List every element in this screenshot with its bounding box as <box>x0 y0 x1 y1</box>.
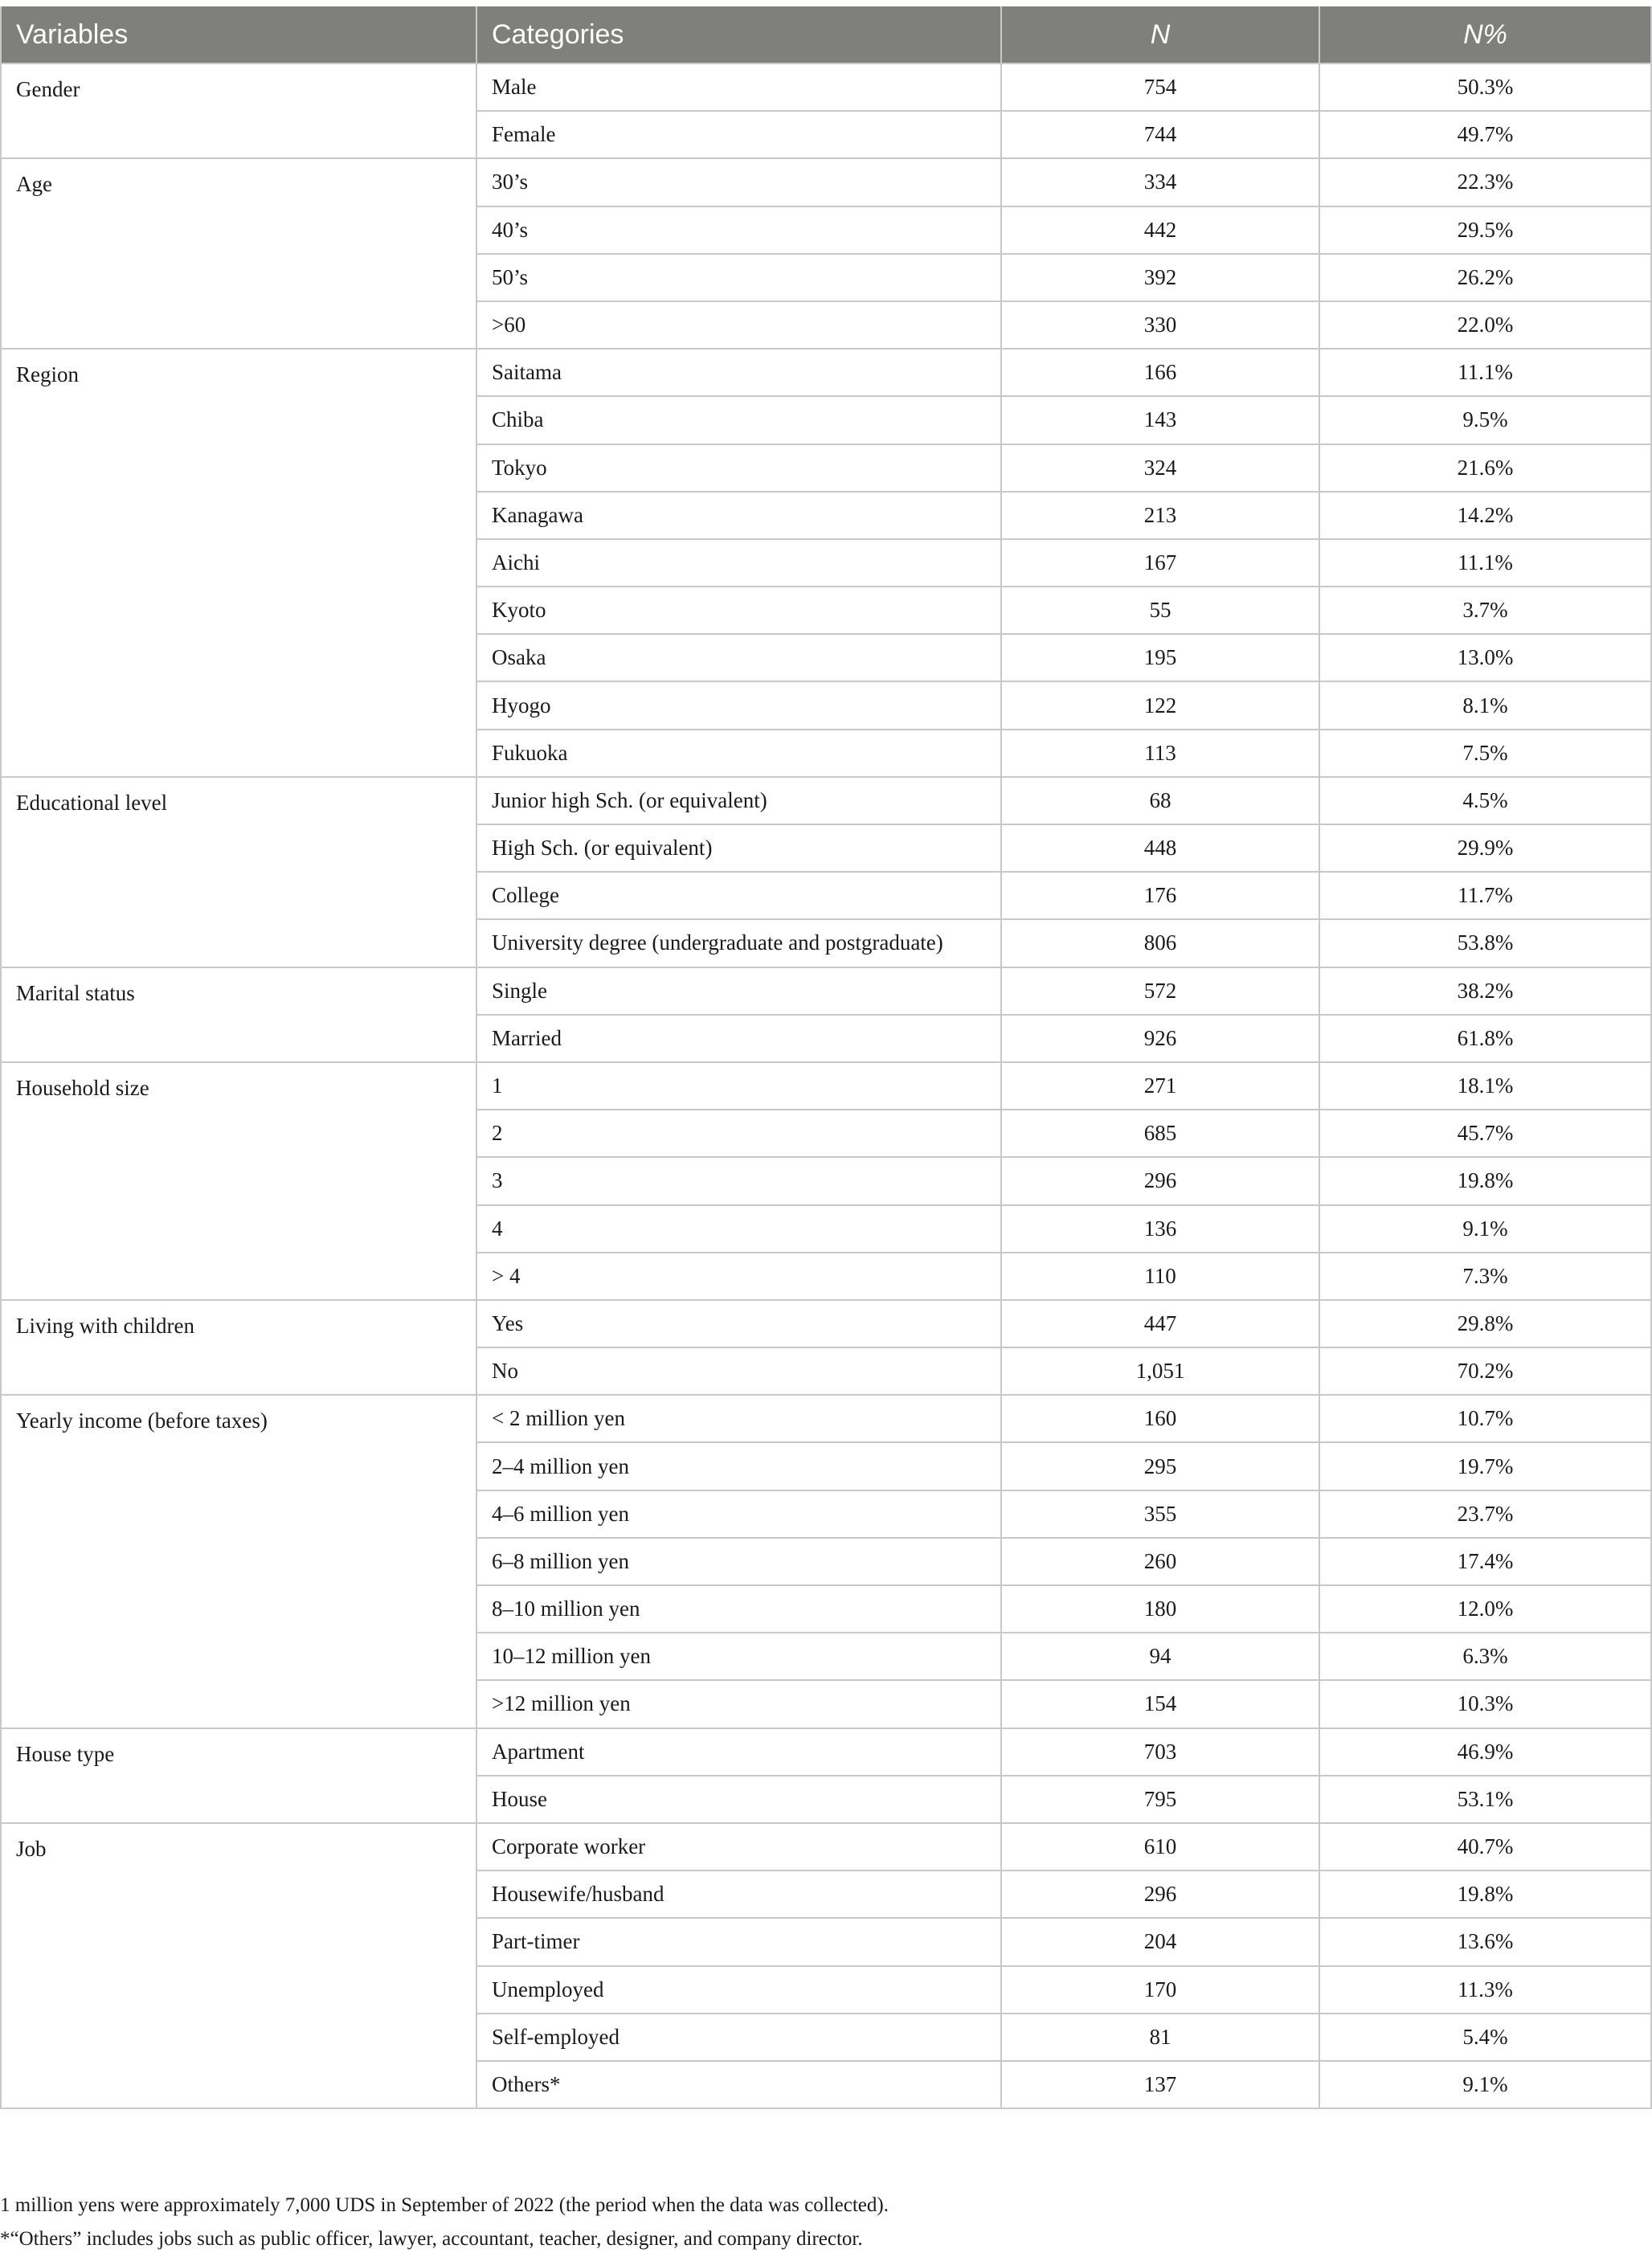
percent-cell: 26.2% <box>1319 254 1651 301</box>
category-cell: 1 <box>476 1062 1001 1110</box>
category-cell: 30’s <box>476 158 1001 206</box>
category-cell: 4 <box>476 1205 1001 1253</box>
count-cell: 330 <box>1001 301 1319 349</box>
count-cell: 176 <box>1001 872 1319 919</box>
count-cell: 296 <box>1001 1157 1319 1204</box>
percent-cell: 4.5% <box>1319 777 1651 824</box>
percent-cell: 49.7% <box>1319 111 1651 158</box>
table-footnotes <box>0 2194 1639 2261</box>
footnote-currency: 1 million yens were approximately 7,000 UDS in September of 2022 (the period when the data was collected). <box>0 2194 889 2216</box>
count-cell: 744 <box>1001 111 1319 158</box>
percent-cell: 53.8% <box>1319 919 1651 967</box>
table-row <box>1 1823 1651 1871</box>
percent-cell: 7.5% <box>1319 730 1651 777</box>
percent-cell: 10.7% <box>1319 1395 1651 1442</box>
count-cell: 926 <box>1001 1015 1319 1062</box>
category-cell: Married <box>476 1015 1001 1062</box>
table-body <box>1 63 1651 2108</box>
category-cell: 6–8 million yen <box>476 1538 1001 1585</box>
category-cell: >12 million yen <box>476 1680 1001 1727</box>
count-cell: 122 <box>1001 681 1319 729</box>
count-cell: 610 <box>1001 1823 1319 1871</box>
variable-cell: Job <box>1 1823 476 2108</box>
percent-cell: 23.7% <box>1319 1490 1651 1538</box>
count-cell: 572 <box>1001 967 1319 1015</box>
variable-cell: Marital status <box>1 967 476 1062</box>
category-cell: Corporate worker <box>476 1823 1001 1871</box>
table-row <box>1 1062 1651 1110</box>
count-cell: 448 <box>1001 824 1319 872</box>
category-cell: Saitama <box>476 349 1001 396</box>
category-cell: 4–6 million yen <box>476 1490 1001 1538</box>
variable-cell: Household size <box>1 1062 476 1300</box>
category-cell: Unemployed <box>476 1966 1001 2014</box>
percent-cell: 12.0% <box>1319 1585 1651 1633</box>
category-cell: Aichi <box>476 539 1001 587</box>
category-cell: < 2 million yen <box>476 1395 1001 1442</box>
category-cell: House <box>476 1776 1001 1823</box>
category-cell: 10–12 million yen <box>476 1633 1001 1680</box>
category-cell: High Sch. (or equivalent) <box>476 824 1001 872</box>
percent-cell: 14.2% <box>1319 492 1651 539</box>
percent-cell: 61.8% <box>1319 1015 1651 1062</box>
percent-cell: 7.3% <box>1319 1253 1651 1300</box>
percent-cell: 13.6% <box>1319 1918 1651 1965</box>
count-cell: 170 <box>1001 1966 1319 2014</box>
category-cell: Self-employed <box>476 2014 1001 2061</box>
percent-cell: 21.6% <box>1319 444 1651 492</box>
percent-cell: 9.1% <box>1319 1205 1651 1253</box>
table-row <box>1 777 1651 824</box>
header-variables: Variables <box>1 6 476 63</box>
percent-cell: 53.1% <box>1319 1776 1651 1823</box>
category-cell: Kyoto <box>476 587 1001 634</box>
percent-cell: 18.1% <box>1319 1062 1651 1110</box>
percent-cell: 40.7% <box>1319 1823 1651 1871</box>
percent-cell: 11.1% <box>1319 349 1651 396</box>
category-cell: > 4 <box>476 1253 1001 1300</box>
variable-cell: Region <box>1 349 476 777</box>
count-cell: 204 <box>1001 1918 1319 1965</box>
count-cell: 160 <box>1001 1395 1319 1442</box>
count-cell: 324 <box>1001 444 1319 492</box>
category-cell: Housewife/husband <box>476 1871 1001 1918</box>
category-cell: Tokyo <box>476 444 1001 492</box>
count-cell: 442 <box>1001 206 1319 254</box>
percent-cell: 45.7% <box>1319 1110 1651 1157</box>
count-cell: 137 <box>1001 2061 1319 2108</box>
percent-cell: 22.3% <box>1319 158 1651 206</box>
variable-cell: Living with children <box>1 1300 476 1395</box>
variable-cell: House type <box>1 1728 476 1823</box>
count-cell: 447 <box>1001 1300 1319 1347</box>
category-cell: Others* <box>476 2061 1001 2108</box>
category-cell: Apartment <box>476 1728 1001 1776</box>
count-cell: 295 <box>1001 1442 1319 1490</box>
count-cell: 94 <box>1001 1633 1319 1680</box>
count-cell: 55 <box>1001 587 1319 634</box>
count-cell: 167 <box>1001 539 1319 587</box>
category-cell: 3 <box>476 1157 1001 1204</box>
count-cell: 334 <box>1001 158 1319 206</box>
count-cell: 113 <box>1001 730 1319 777</box>
header-n-percent: N% <box>1319 6 1651 63</box>
table-row <box>1 1395 1651 1442</box>
table-header-row <box>1 6 1651 63</box>
percent-cell: 29.8% <box>1319 1300 1651 1347</box>
category-cell: 2 <box>476 1110 1001 1157</box>
percent-cell: 11.1% <box>1319 539 1651 587</box>
percent-cell: 6.3% <box>1319 1633 1651 1680</box>
count-cell: 703 <box>1001 1728 1319 1776</box>
category-cell: Junior high Sch. (or equivalent) <box>476 777 1001 824</box>
percent-cell: 38.2% <box>1319 967 1651 1015</box>
header-n: N <box>1001 6 1319 63</box>
variable-cell: Yearly income (before taxes) <box>1 1395 476 1727</box>
demographics-table-container <box>0 6 1650 2109</box>
percent-cell: 9.5% <box>1319 396 1651 444</box>
count-cell: 81 <box>1001 2014 1319 2061</box>
percent-cell: 13.0% <box>1319 634 1651 681</box>
percent-cell: 19.8% <box>1319 1871 1651 1918</box>
category-cell: Osaka <box>476 634 1001 681</box>
table-row <box>1 349 1651 396</box>
category-cell: College <box>476 872 1001 919</box>
percent-cell: 29.9% <box>1319 824 1651 872</box>
count-cell: 110 <box>1001 1253 1319 1300</box>
percent-cell: 19.8% <box>1319 1157 1651 1204</box>
category-cell: Chiba <box>476 396 1001 444</box>
category-cell: No <box>476 1347 1001 1395</box>
percent-cell: 17.4% <box>1319 1538 1651 1585</box>
category-cell: Fukuoka <box>476 730 1001 777</box>
count-cell: 180 <box>1001 1585 1319 1633</box>
category-cell: Yes <box>476 1300 1001 1347</box>
percent-cell: 70.2% <box>1319 1347 1651 1395</box>
percent-cell: 29.5% <box>1319 206 1651 254</box>
variable-cell: Gender <box>1 63 476 158</box>
percent-cell: 5.4% <box>1319 2014 1651 2061</box>
category-cell: 2–4 million yen <box>476 1442 1001 1490</box>
variable-cell: Age <box>1 158 476 349</box>
count-cell: 806 <box>1001 919 1319 967</box>
category-cell: Single <box>476 967 1001 1015</box>
header-categories: Categories <box>476 6 1001 63</box>
count-cell: 795 <box>1001 1776 1319 1823</box>
count-cell: 68 <box>1001 777 1319 824</box>
percent-cell: 50.3% <box>1319 63 1651 111</box>
count-cell: 685 <box>1001 1110 1319 1157</box>
category-cell: >60 <box>476 301 1001 349</box>
percent-cell: 46.9% <box>1319 1728 1651 1776</box>
category-cell: 50’s <box>476 254 1001 301</box>
category-cell: Female <box>476 111 1001 158</box>
count-cell: 154 <box>1001 1680 1319 1727</box>
percent-cell: 10.3% <box>1319 1680 1651 1727</box>
category-cell: Hyogo <box>476 681 1001 729</box>
count-cell: 260 <box>1001 1538 1319 1585</box>
count-cell: 1,051 <box>1001 1347 1319 1395</box>
count-cell: 271 <box>1001 1062 1319 1110</box>
count-cell: 296 <box>1001 1871 1319 1918</box>
table-row <box>1 1728 1651 1776</box>
percent-cell: 8.1% <box>1319 681 1651 729</box>
count-cell: 143 <box>1001 396 1319 444</box>
demographics-table <box>0 6 1652 2109</box>
table-row <box>1 967 1651 1015</box>
count-cell: 166 <box>1001 349 1319 396</box>
count-cell: 213 <box>1001 492 1319 539</box>
category-cell: Male <box>476 63 1001 111</box>
count-cell: 136 <box>1001 1205 1319 1253</box>
table-row <box>1 63 1651 111</box>
category-cell: University degree (undergraduate and postgraduate) <box>476 919 1001 967</box>
table-row <box>1 1300 1651 1347</box>
category-cell: Part-timer <box>476 1918 1001 1965</box>
variable-cell: Educational level <box>1 777 476 967</box>
category-cell: Kanagawa <box>476 492 1001 539</box>
category-cell: 8–10 million yen <box>476 1585 1001 1633</box>
percent-cell: 3.7% <box>1319 587 1651 634</box>
percent-cell: 11.3% <box>1319 1966 1651 2014</box>
percent-cell: 19.7% <box>1319 1442 1651 1490</box>
percent-cell: 11.7% <box>1319 872 1651 919</box>
count-cell: 195 <box>1001 634 1319 681</box>
percent-cell: 9.1% <box>1319 2061 1651 2108</box>
table-row <box>1 158 1651 206</box>
count-cell: 355 <box>1001 1490 1319 1538</box>
category-cell: 40’s <box>476 206 1001 254</box>
count-cell: 392 <box>1001 254 1319 301</box>
count-cell: 754 <box>1001 63 1319 111</box>
footnote-others: *“Others” includes jobs such as public officer, lawyer, accountant, teacher, designer, and company director. <box>0 2228 863 2250</box>
percent-cell: 22.0% <box>1319 301 1651 349</box>
